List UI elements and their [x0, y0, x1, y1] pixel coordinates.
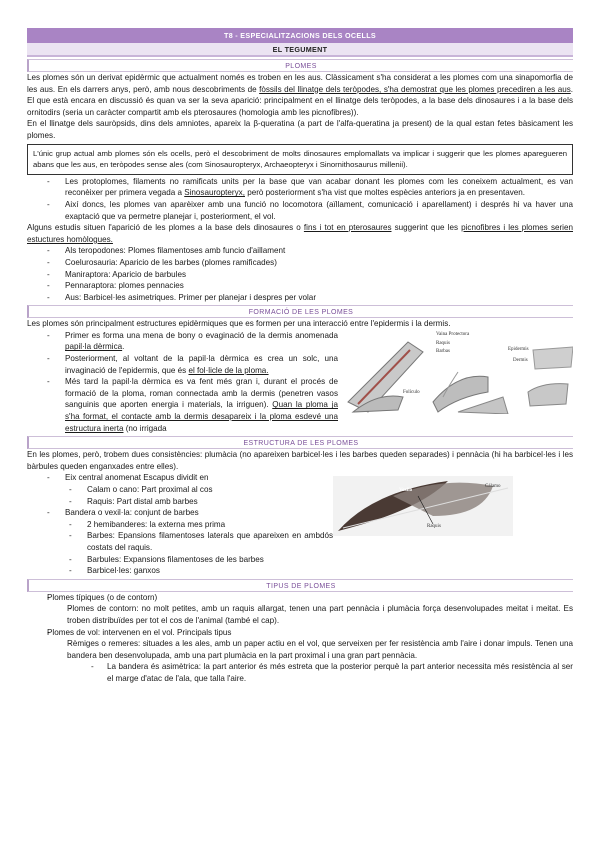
- list-item: - Aus: Barbicel·les asimetriques. Primer per planejar i despres per volar: [27, 292, 573, 304]
- list-item: - Pennaraptora: plomes pennacies: [27, 280, 573, 292]
- text: . El que està encara en discussió és quan va ser la seva aparició: principalment en el llinatge dels teròpodes, a la base dels dinosaures i a la base dels ornitodirs (seria un caràcter compartit amb els pterosaures (homologia amb les picnofibres)).: [27, 84, 573, 117]
- list-item: - Barbules: Expansions filamentoses de les barbes: [27, 554, 372, 566]
- list-item: - Calam o cano: Part proximal al cos: [27, 484, 573, 496]
- paragraph: En el llinatge dels sauròpsids, dins dels amniotes, apareix la β-queratina (a part de l'alfa-queratina ja present) de la qual estan fetes bàsicament les plomes.: [27, 119, 573, 140]
- figure-label: Dermis: [513, 357, 528, 363]
- underlined-text: fins i tot en pterosaures: [303, 223, 392, 233]
- list-item: - Maniraptora: Aparicio de barbules: [27, 269, 573, 281]
- underlined-text: picnofibres i les plomes serien estuctures homòlogues.: [27, 223, 573, 244]
- bullet-list: [27, 176, 573, 222]
- list-item: - Raquis: Part distal amb barbes: [27, 496, 573, 508]
- list-item: - Coelurosauria: Aparicio de les barbes (plomes ramificades): [27, 257, 573, 269]
- figure-label: Folículo: [403, 389, 420, 395]
- list-item: - Rèmiges o remeres: situades a les ales, amb un paper actiu en el vol, que serveixen per fer resistència amb l'aire i donar impuls. Tenen una bandera ben desenvolupada, amb una part plumàcia en la part proximal i una gran part pennàcia.: [27, 638, 573, 661]
- text: Més tard la papil·la dèrmica es va fent més gran i, durant el procés de formació de la ploma, roman connectada amb la dermis (penetren vasos sanguinis que aporten energia i materials, la irriguen).: [65, 377, 338, 410]
- list-item: - Eix central anomenat Escapus dividit en: [27, 472, 573, 484]
- list-item: - Així doncs, les plomes van aparèixer amb una funció no locomotora (aïllament, comunicació i aparellament) i després hi va haver una exaptació que va permetre planejar i, posteriorment, el vol.: [27, 199, 573, 222]
- bullet-list: [27, 592, 573, 604]
- section-heading-tipus: TIPUS DE PLOMES: [27, 579, 573, 592]
- bullet-list: [27, 507, 573, 519]
- box-text: L'únic grup actual amb plomes són els ocells, però el descobriment de molts dinosaures emplomallats va implicar i suggerir que les plomes aparegueren abans que les aus, en teròpodes sense ales (com Sinosauropteryx, Archaeopteryx i Sinornithosaurus millenii).: [33, 148, 567, 170]
- text: .: [122, 342, 125, 352]
- figure-label: Barbas: [436, 348, 450, 354]
- sub-sub-list: [27, 661, 573, 684]
- text: (no irrigada: [123, 423, 167, 433]
- section-heading-formacio: FORMACIÓ DE LES PLOMES: [27, 305, 573, 318]
- list-item: - Plomes típiques (o de contorn): [27, 592, 573, 604]
- section-heading-plomes: PLOMES: [27, 59, 573, 72]
- text: però posteriorment s'ha vist que moltes espècies anteriors ja en presentaven.: [244, 188, 526, 198]
- figure-label: Vexilo: [399, 488, 413, 494]
- text: Primer es forma una mena de bony o evaginació de la dermis anomenada: [65, 330, 338, 340]
- figure-label: Raquis: [436, 340, 450, 346]
- figure-label: Epidermis: [508, 346, 529, 352]
- sub-list: [27, 638, 573, 661]
- section-heading-estructura: ESTRUCTURA DE LES PLOMES: [27, 436, 573, 449]
- text: Alguns estudis situen l'aparició de les plomes a la base dels dinosaures o: [27, 223, 304, 233]
- text: Posteriorment, al voltant de la papil·la dèrmica es crea un solc, una invaginació de l'epidermis, que és: [65, 354, 338, 375]
- sub-list: [27, 603, 573, 626]
- list-item: - Bandera o vexil·la: conjunt de barbes: [27, 507, 573, 519]
- document-subtitle: EL TEGUMENT: [27, 43, 573, 57]
- bullet-list: [27, 472, 573, 484]
- sub-list: [27, 519, 372, 577]
- list-item: - Plomes de vol: intervenen en el vol. Principals tipus: [27, 627, 573, 639]
- underlined-text: Sinosauropteryx,: [184, 188, 245, 198]
- figure-label: Cálamo: [485, 484, 501, 490]
- list-item: [27, 176, 573, 199]
- paragraph: [27, 222, 573, 245]
- list-item: [27, 376, 573, 434]
- list-item: [27, 330, 573, 353]
- text: Les protoplomes, filaments no ramificats units per la base que van acabar donant les plomes com les coneixem actualment, es van reconèixer per primera vegada a: [65, 176, 573, 198]
- bullet-list: [27, 330, 573, 434]
- text: suggerint que les: [391, 223, 462, 233]
- sub-list: [27, 484, 573, 507]
- paragraph: En les plomes, però, trobem dues consistències: plumàcia (no apareixen barbicel·les i les barbes queden separades) i pennàcia (hi ha barbicel·les i les bàrbules queden enganxades entre elles).: [27, 450, 573, 471]
- list-item: - Als teropodones: Plomes filamentoses amb funcio d'aillament: [27, 245, 573, 257]
- text: Les plomes són un derivat epidèrmic que actualment només es troben en les aus. Clàssicament s'ha considerat a les plomes com una sinapomorfia de les aus. En els darrers anys, però, amb nous descobriments de: [27, 73, 573, 94]
- list-item: - Plomes de contorn: no molt petites, amb un raquis allargat, tenen una part pennàcia i plumàcia força desenvolupades meitat i meitat. Es troben distribuïdes per tot el cos de l'animal (també el cap).: [27, 603, 573, 626]
- figure-label: Vaina Protectora: [436, 331, 470, 337]
- list-item: - Barbicel·les: ganxos: [27, 565, 372, 577]
- document-page: [27, 28, 573, 685]
- highlight-box: [27, 144, 573, 175]
- underlined-text: el fol·licle de la ploma.: [188, 365, 269, 375]
- list-item: - Barbes: Epansions filamentoses laterals que apareixen en ambdós costats del raquis.: [27, 530, 372, 553]
- list-item: - La bandera és asimètrica: la part anterior és més estreta que la posterior perquè la part anterior necessita més resistència al ser el marge d'atac de l'ala, que talla l'aire.: [27, 661, 573, 684]
- document-title: T8 - ESPECIALITZACIONS DELS OCELLS: [27, 28, 573, 43]
- underlined-text: Quan la ploma ja s'ha format, el contacte amb la dermis desapareix i la ploma esdevé una estructura inerta: [65, 400, 338, 433]
- bullet-list: [27, 245, 573, 303]
- paragraph: Les plomes són principalment estructures epidèrmiques que es formen per una interacció entre l'epidermis i la dermis.: [27, 319, 451, 329]
- paragraph: [27, 72, 573, 118]
- figure-label: Raquis: [427, 524, 441, 530]
- list-item: - 2 hemibanderes: la externa mes prima: [27, 519, 372, 531]
- bullet-list: [27, 627, 573, 639]
- underlined-text: papil·la dèrmica: [65, 342, 123, 352]
- underlined-text: fòssils del llinatge dels teròpodes, s'ha demostrat que les plomes precediren a les aus: [259, 84, 571, 94]
- list-item: [27, 353, 573, 376]
